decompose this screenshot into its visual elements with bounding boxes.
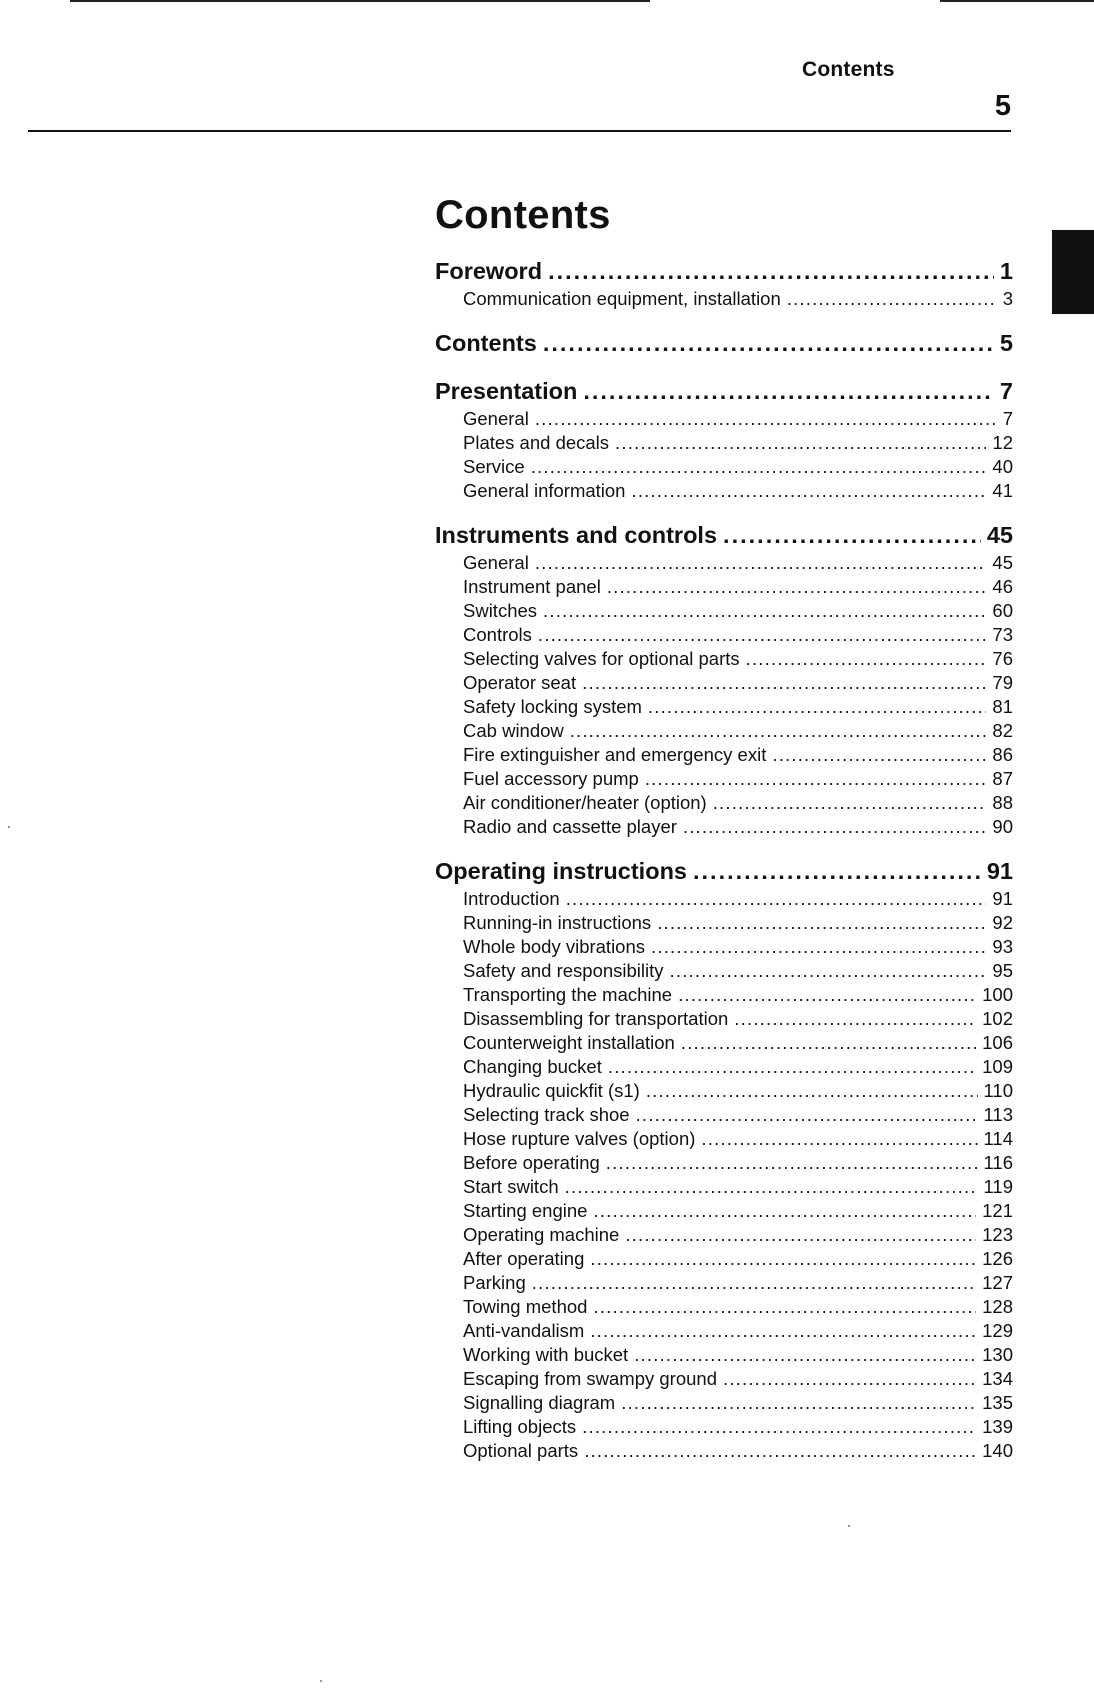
toc-entry-label: Fire extinguisher and emergency exit	[463, 744, 767, 765]
toc-heading-row[interactable]	[435, 519, 1013, 551]
toc-entry[interactable]	[435, 911, 1013, 935]
toc-entry[interactable]	[435, 1271, 1013, 1295]
toc-entry-page: 92	[992, 912, 1013, 933]
toc-entry-page: 106	[982, 1032, 1013, 1053]
toc-entry-page: 76	[992, 648, 1013, 669]
leader-dots	[645, 767, 987, 791]
toc-heading-page: 5	[999, 330, 1013, 356]
leader-dots	[582, 1415, 976, 1439]
toc-entry-label: After operating	[463, 1248, 585, 1269]
toc-entry-label: Escaping from swampy ground	[463, 1368, 717, 1389]
toc-entry-label: Towing method	[463, 1296, 588, 1317]
scan-speck	[8, 826, 10, 828]
toc-section-presentation	[435, 375, 1013, 503]
toc-entry[interactable]	[435, 767, 1013, 791]
toc-entry-page: 135	[982, 1392, 1013, 1413]
toc-entry-page: 116	[983, 1152, 1013, 1173]
toc-heading-label: Foreword	[435, 258, 543, 284]
leader-dots	[657, 911, 986, 935]
toc-heading-row[interactable]	[435, 255, 1013, 287]
leader-dots	[646, 1079, 978, 1103]
toc-entry-page: 128	[982, 1296, 1013, 1317]
toc-entry[interactable]	[435, 935, 1013, 959]
toc-entry[interactable]	[435, 1127, 1013, 1151]
toc-entry-page: 41	[992, 480, 1013, 501]
toc-entry-page: 121	[982, 1200, 1013, 1221]
leader-dots	[746, 647, 987, 671]
leader-dots	[570, 719, 987, 743]
toc-entry[interactable]	[435, 1103, 1013, 1127]
toc-entry[interactable]	[435, 1295, 1013, 1319]
toc-entry-label: Service	[463, 456, 525, 477]
toc-entry-label: General information	[463, 480, 626, 501]
toc-entry[interactable]	[435, 575, 1013, 599]
toc-entry-label: Signalling diagram	[463, 1392, 616, 1413]
toc-entry-page: 12	[992, 432, 1013, 453]
table-of-contents	[435, 255, 1013, 1479]
leader-dots	[681, 1031, 976, 1055]
toc-entry[interactable]	[435, 599, 1013, 623]
toc-entry-page: 129	[982, 1320, 1013, 1341]
toc-entry[interactable]	[435, 959, 1013, 983]
toc-entry-page: 100	[982, 984, 1013, 1005]
toc-entry-label: Transporting the machine	[463, 984, 673, 1005]
toc-entry-label: Controls	[463, 624, 532, 645]
toc-heading-label: Presentation	[435, 378, 578, 404]
leader-dots	[566, 887, 987, 911]
toc-entry-label: Plates and decals	[463, 432, 610, 453]
toc-entry[interactable]	[435, 743, 1013, 767]
leader-dots	[670, 959, 987, 983]
toc-entry-page: 45	[992, 552, 1013, 573]
scan-speck	[848, 1525, 850, 1527]
leader-dots	[543, 327, 994, 359]
toc-entry-page: 87	[992, 768, 1013, 789]
toc-entry-label: Start switch	[463, 1176, 559, 1197]
leader-dots	[683, 815, 987, 839]
toc-entry-label: Selecting track shoe	[463, 1104, 630, 1125]
leader-dots	[531, 455, 987, 479]
leader-dots	[723, 519, 981, 551]
toc-heading-page: 7	[999, 378, 1013, 404]
toc-entry-label: Before operating	[463, 1152, 600, 1173]
leader-dots	[648, 695, 987, 719]
toc-entry-page: 7	[1002, 408, 1013, 429]
toc-entry[interactable]	[435, 1343, 1013, 1367]
toc-entry-label: Working with bucket	[463, 1344, 629, 1365]
toc-entry-page: 109	[982, 1056, 1013, 1077]
toc-entry[interactable]	[435, 1439, 1013, 1463]
toc-entry-label: Parking	[463, 1272, 526, 1293]
leader-dots	[535, 551, 987, 575]
toc-heading-row[interactable]	[435, 855, 1013, 887]
toc-entry-page: 110	[983, 1080, 1013, 1101]
toc-entry-label: Hose rupture valves (option)	[463, 1128, 696, 1149]
leader-dots	[583, 375, 994, 407]
toc-entry-label: Instrument panel	[463, 576, 601, 597]
toc-heading-label: Instruments and controls	[435, 522, 718, 548]
toc-entry[interactable]	[435, 1319, 1013, 1343]
toc-section-instruments-and-controls	[435, 519, 1013, 839]
toc-entry-label: Switches	[463, 600, 538, 621]
leader-dots	[606, 1151, 978, 1175]
toc-entry-page: 79	[992, 672, 1013, 693]
toc-entry-label: Introduction	[463, 888, 560, 909]
toc-entry-label: Safety and responsibility	[463, 960, 664, 981]
toc-entry-page: 127	[982, 1272, 1013, 1293]
toc-entry-label: Operator seat	[463, 672, 577, 693]
toc-entry[interactable]	[435, 1175, 1013, 1199]
toc-entry-page: 139	[982, 1416, 1013, 1437]
leader-dots	[615, 431, 986, 455]
toc-section-operating-instructions	[435, 855, 1013, 1463]
toc-entry[interactable]	[435, 1223, 1013, 1247]
toc-entry-label: Whole body vibrations	[463, 936, 646, 957]
toc-heading-page: 45	[986, 522, 1013, 548]
toc-entry-page: 91	[992, 888, 1013, 909]
toc-entry-label: Radio and cassette player	[463, 816, 677, 837]
toc-entry-label: Communication equipment, installation	[463, 288, 781, 309]
toc-entry-page: 88	[992, 792, 1013, 813]
toc-heading-row[interactable]	[435, 375, 1013, 407]
top-edge-rule-right	[940, 0, 1094, 2]
leader-dots	[678, 983, 976, 1007]
toc-entry-label: Lifting objects	[463, 1416, 577, 1437]
toc-entry-page: 46	[992, 576, 1013, 597]
toc-entry-page: 3	[1002, 288, 1013, 309]
toc-entry[interactable]	[435, 1199, 1013, 1223]
leader-dots	[565, 1175, 978, 1199]
toc-entry-label: Counterweight installation	[463, 1032, 675, 1053]
toc-entry[interactable]	[435, 1247, 1013, 1271]
leader-dots	[625, 1223, 976, 1247]
toc-entry[interactable]	[435, 791, 1013, 815]
toc-entry-label: General	[463, 408, 529, 429]
toc-entry-label: Cab window	[463, 720, 564, 741]
page-title: Contents	[435, 193, 611, 237]
header-rule	[28, 130, 1011, 132]
leader-dots	[634, 1343, 976, 1367]
toc-entry-label: Disassembling for transportation	[463, 1008, 729, 1029]
leader-dots	[701, 1127, 977, 1151]
leader-dots	[631, 479, 986, 503]
toc-entry[interactable]	[435, 1079, 1013, 1103]
scan-speck	[320, 1680, 322, 1682]
leader-dots	[543, 599, 986, 623]
page-number: 5	[994, 90, 1011, 122]
toc-entry-page: 123	[982, 1224, 1013, 1245]
section-thumb-tab	[1052, 230, 1094, 314]
leader-dots	[651, 935, 986, 959]
leader-dots	[621, 1391, 976, 1415]
leader-dots	[608, 1055, 976, 1079]
toc-entry[interactable]	[435, 1055, 1013, 1079]
toc-entry-label: Changing bucket	[463, 1056, 602, 1077]
toc-heading-row[interactable]	[435, 327, 1013, 359]
leader-dots	[607, 575, 987, 599]
toc-entry[interactable]	[435, 1415, 1013, 1439]
toc-entry-label: Optional parts	[463, 1440, 579, 1461]
running-header-title: Contents	[802, 58, 895, 81]
toc-entry[interactable]	[435, 1007, 1013, 1031]
toc-entry-page: 73	[992, 624, 1013, 645]
toc-entry-label: Air conditioner/heater (option)	[463, 792, 707, 813]
toc-entry[interactable]	[435, 647, 1013, 671]
toc-entry[interactable]	[435, 815, 1013, 839]
leader-dots	[636, 1103, 978, 1127]
leader-dots	[535, 407, 997, 431]
toc-entry-page: 90	[992, 816, 1013, 837]
toc-entry[interactable]	[435, 1031, 1013, 1055]
leader-dots	[713, 791, 987, 815]
toc-entry-page: 113	[983, 1104, 1013, 1125]
toc-entry-label: General	[463, 552, 529, 573]
toc-entry-label: Hydraulic quickfit (s1)	[463, 1080, 640, 1101]
toc-entry-page: 60	[992, 600, 1013, 621]
toc-heading-label: Contents	[435, 330, 537, 356]
toc-entry[interactable]	[435, 287, 1013, 311]
toc-entry[interactable]	[435, 719, 1013, 743]
toc-entry-label: Running-in instructions	[463, 912, 652, 933]
toc-entry[interactable]	[435, 695, 1013, 719]
toc-entry[interactable]	[435, 1391, 1013, 1415]
toc-entry-label: Starting engine	[463, 1200, 588, 1221]
leader-dots	[723, 1367, 976, 1391]
toc-entry-page: 134	[982, 1368, 1013, 1389]
leader-dots	[582, 671, 986, 695]
toc-entry-label: Selecting valves for optional parts	[463, 648, 740, 669]
toc-section-foreword	[435, 255, 1013, 311]
toc-entry-page: 114	[983, 1128, 1013, 1149]
toc-entry[interactable]	[435, 671, 1013, 695]
toc-entry[interactable]	[435, 551, 1013, 575]
toc-entry[interactable]	[435, 1151, 1013, 1175]
toc-entry-label: Operating machine	[463, 1224, 620, 1245]
toc-heading-page: 1	[999, 258, 1013, 284]
toc-entry-page: 40	[992, 456, 1013, 477]
leader-dots	[532, 1271, 976, 1295]
toc-entry-page: 95	[992, 960, 1013, 981]
toc-entry-page: 119	[983, 1176, 1013, 1197]
toc-entry-page: 140	[982, 1440, 1013, 1461]
toc-entry-page: 82	[992, 720, 1013, 741]
toc-entry[interactable]	[435, 455, 1013, 479]
toc-entry[interactable]	[435, 887, 1013, 911]
toc-entry[interactable]	[435, 479, 1013, 503]
toc-heading-label: Operating instructions	[435, 858, 687, 884]
leader-dots	[693, 855, 981, 887]
leader-dots	[593, 1199, 976, 1223]
leader-dots	[590, 1247, 976, 1271]
toc-entry-page: 130	[982, 1344, 1013, 1365]
toc-entry[interactable]	[435, 431, 1013, 455]
toc-entry-label: Anti-vandalism	[463, 1320, 585, 1341]
toc-entry-page: 126	[982, 1248, 1013, 1269]
toc-entry-page: 86	[992, 744, 1013, 765]
toc-section-contents	[435, 327, 1013, 359]
toc-entry[interactable]	[435, 983, 1013, 1007]
leader-dots	[590, 1319, 976, 1343]
toc-entry[interactable]	[435, 407, 1013, 431]
top-edge-rule	[70, 0, 650, 2]
leader-dots	[772, 743, 986, 767]
leader-dots	[548, 255, 994, 287]
toc-entry[interactable]	[435, 623, 1013, 647]
toc-entry-page: 93	[992, 936, 1013, 957]
toc-heading-page: 91	[986, 858, 1013, 884]
toc-entry-label: Safety locking system	[463, 696, 642, 717]
toc-entry-label: Fuel accessory pump	[463, 768, 639, 789]
leader-dots	[787, 287, 997, 311]
leader-dots	[593, 1295, 976, 1319]
leader-dots	[584, 1439, 976, 1463]
toc-entry[interactable]	[435, 1367, 1013, 1391]
toc-entry-page: 102	[982, 1008, 1013, 1029]
leader-dots	[734, 1007, 976, 1031]
leader-dots	[538, 623, 987, 647]
toc-entry-page: 81	[992, 696, 1013, 717]
